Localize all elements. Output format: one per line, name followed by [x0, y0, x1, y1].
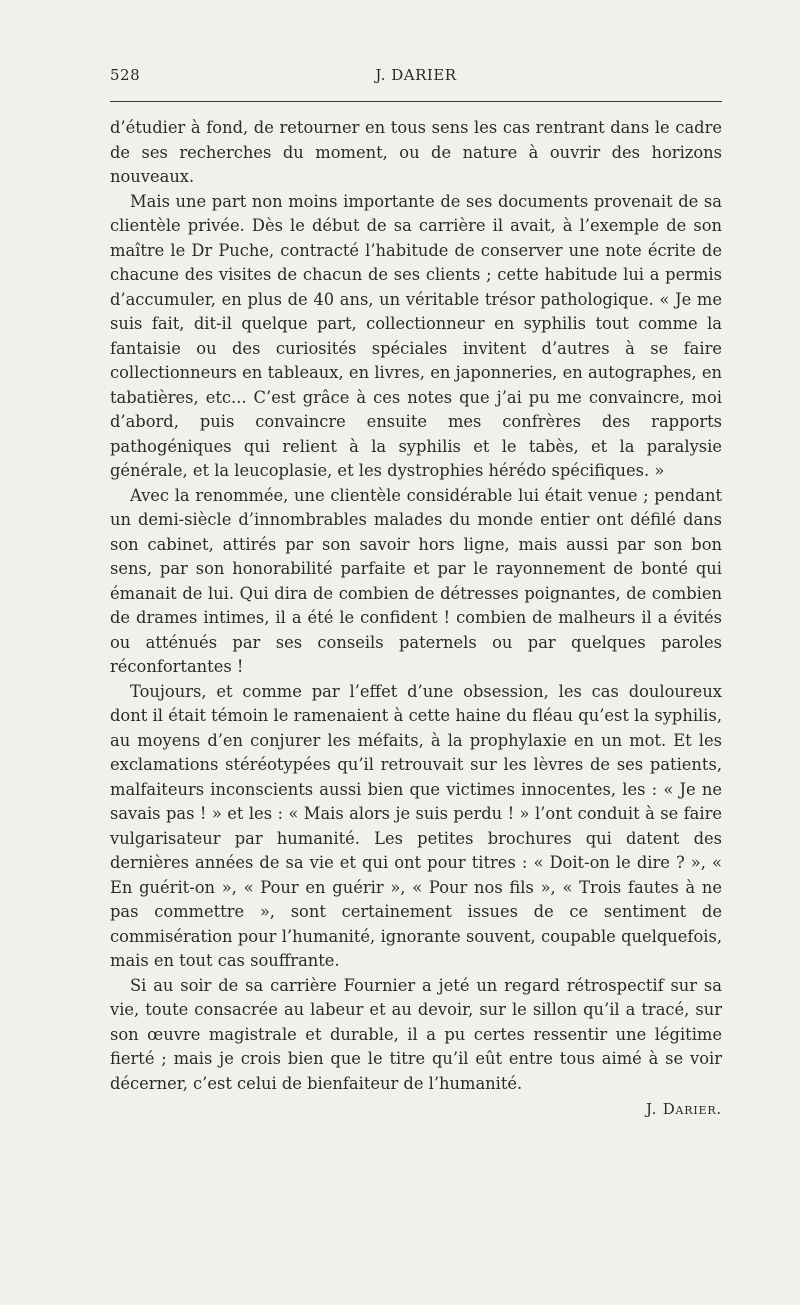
- paragraph-3: Avec la renommée, une clientèle considérable lui était venue ; pendant un demi-siècle d’innombrables malades du monde entier ont défilé dans son cabinet, attirés par son savoir hors ligne, mais aussi par son bon sens, par son honorabilité parfaite et par le rayonnement de bonté qui émanait de lui. Qui dira de combien de détresses poignantes, de combien de drames intimes, il a été le confident ! combien de malheurs il a évités ou atténués par ses conseils paternels ou par quelques paroles réconfortantes !: [110, 485, 722, 676]
- paragraph-4: Toujours, et comme par l’effet d’une obsession, les cas douloureux dont il était témoin le ramenaient à cette haine du fléau qu’est la syphilis, au moyens d’en conjurer les méfaits, à la prophylaxie en un mot. Et les exclamations stéréotypées qu’il retrouvait sur les lèvres de ses patients, malfaiteurs inconscients aussi bien que victimes innocentes, les : « Je ne savais pas ! » et les : « Mais alors je suis perdu ! » l’ont conduit à se faire vulgarisateur par humanité. Les petites brochures qui datent des dernières années de sa vie et qui ont pour titres : « Doit-on le dire ? », « En guérit-on », « Pour en guérir », « Pour nos fils », « Trois fautes à ne pas commettre », sont certainement issues de ce sentiment de commisération pour l’humanité, ignorante souvent, coupable quelquefois, mais en tout cas souffrante.: [110, 681, 722, 970]
- page-header: [110, 66, 722, 88]
- paragraph-5: Si au soir de sa carrière Fournier a jeté un regard rétrospectif sur sa vie, toute consacrée au labeur et au devoir, sur le sillon qu’il a tracé, sur son œuvre magistrale et durable, il a pu certes ressentir une légitime fierté ; mais je crois bien que le titre qu’il eût entre tous aimé à se voir décerner, c’est celui de bienfaiteur de l’humanité.: [110, 975, 722, 1093]
- signature-text: J. Darier.: [645, 1100, 722, 1118]
- page-number: 528: [110, 66, 141, 84]
- paragraph-2: Mais une part non moins importante de ses documents provenait de sa clientèle privée. Dès le début de sa carrière il avait, à l’exemple de son maître le Dr Puche, contracté l’habitude de conserver une note écrite de chacune des visites de chacun de ses clients ; cette habitude lui a permis d’accumuler, en plus de 40 ans, un véritable trésor pathologique. « Je me suis fait, dit-il quelque part, collectionneur en syphilis tout comme la fantaisie ou des curiosités spéciales invitent d’autres à se faire collectionneurs en tableaux, en livres, en japonneries, en autographes, en tabatières, etc... C’est grâce à ces notes que j’ai pu me convaincre, moi d’abord, puis convaincre ensuite mes confrères des rapports pathogéniques qui relient à la syphilis et le tabès, et la paralysie générale, et la leucoplasie, et les dystrophies hérédo spécifiques. »: [110, 191, 722, 480]
- body-text: [110, 116, 722, 1121]
- running-head: J. DARIER: [375, 66, 457, 84]
- author-signature: [110, 1097, 722, 1121]
- header-rule: [110, 101, 722, 102]
- paragraph-1: d’étudier à fond, de retourner en tous sens les cas rentrant dans le cadre de ses recherches du moment, ou de nature à ouvrir des horizons nouveaux.: [110, 118, 722, 186]
